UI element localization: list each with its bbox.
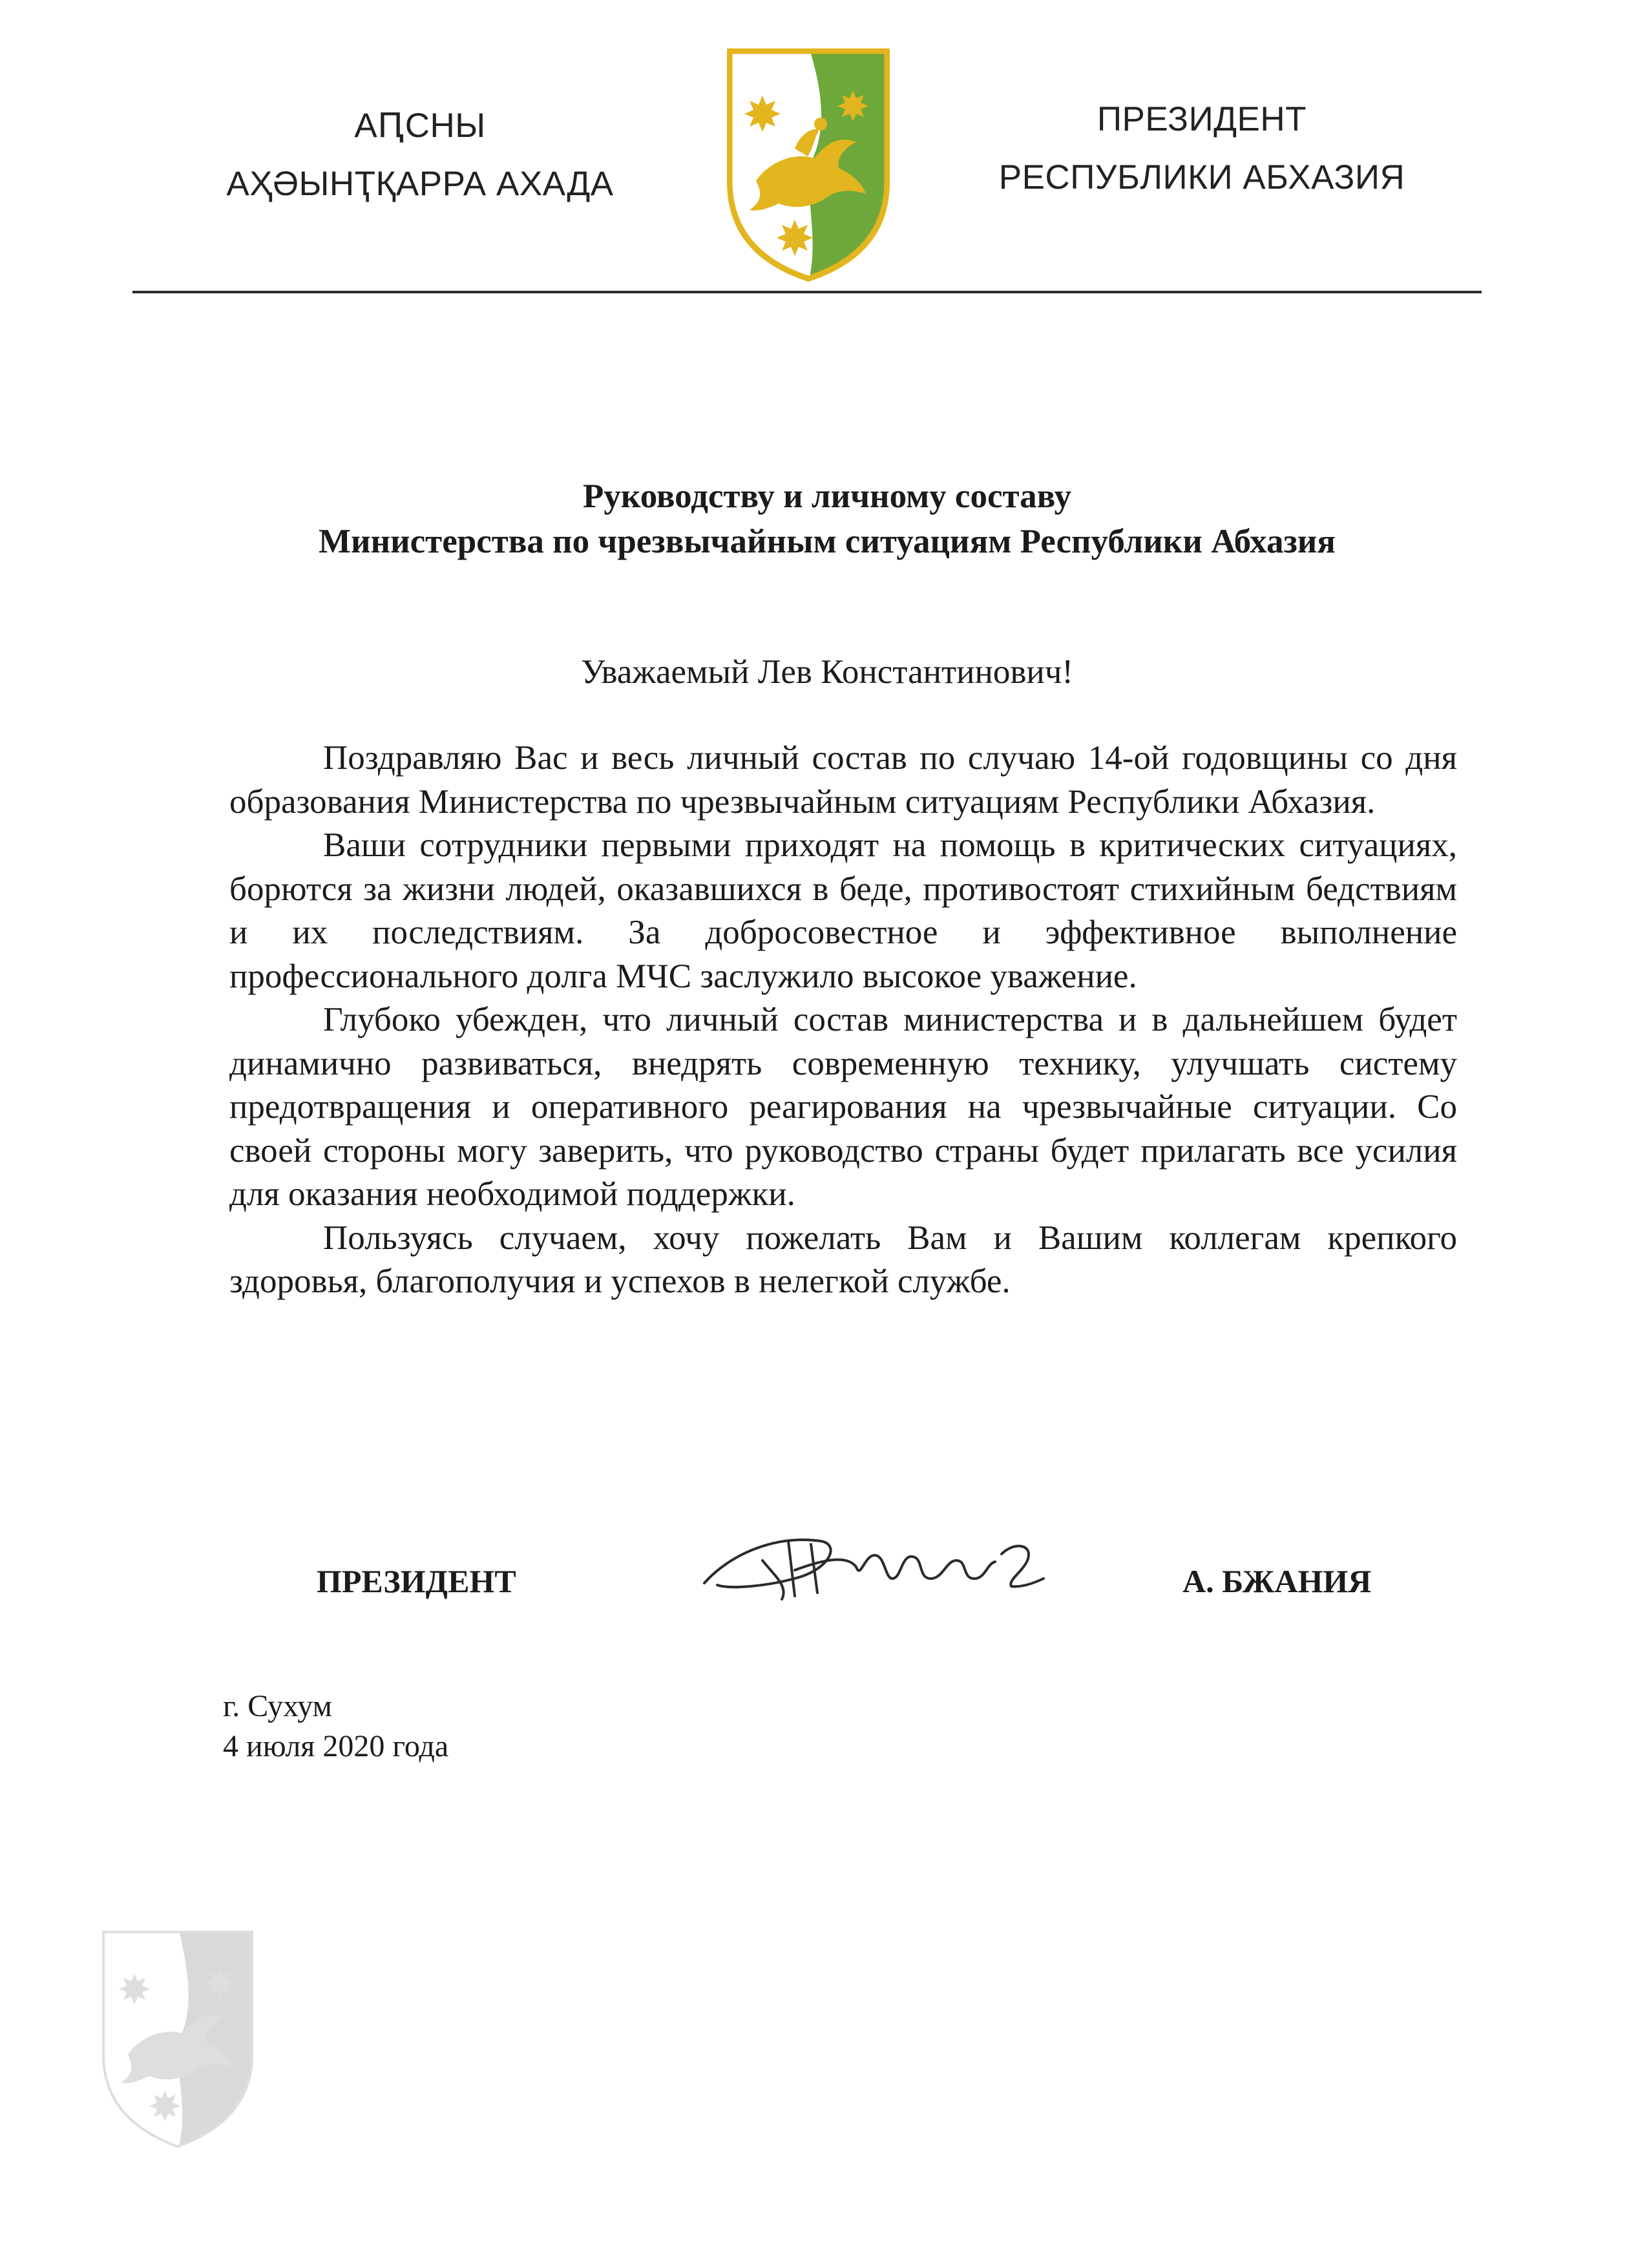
letterhead-right-line2: РЕСПУБЛИКИ АБХАЗИЯ — [998, 158, 1405, 196]
body-paragraph-3: Глубоко убежден, что личный состав министерства и в дальнейшем будет динамично развиваться, внедрять современную технику, улучшать систему предотвращения и оперативного реагирования на чрезвычайные ситуации. Со своей стороны могу заверить, что руководство страны будет прилагать все усилия для оказания необходимой поддержки. — [229, 1001, 1457, 1213]
body-paragraph-1: Поздравляю Вас и весь личный состав по случаю 14-ой годовщины со дня образования Министерства по чрезвычайным ситуациям Республики Абхазия. — [229, 739, 1457, 821]
watermark-emblem-icon — [97, 1926, 258, 2152]
body-paragraph-2: Ваши сотрудники первыми приходят на помощь в критических ситуациях, борются за жизни людей, оказавшихся в беде, противостоят стихийным бедствиям и их последствиям. За добросовестное и эффективное выполнение профессионального долга МЧС заслужило высокое уважение. — [229, 826, 1457, 995]
letter-body — [229, 737, 1457, 1304]
signature-icon — [691, 1515, 1053, 1612]
letterhead-right-line1: ПРЕЗИДЕНТ — [1097, 100, 1307, 138]
date-of-issue: 4 июля 2020 года — [223, 1729, 449, 1763]
addressee-line1: Руководству и личному составу — [583, 478, 1071, 515]
coat-of-arms-icon — [724, 45, 893, 283]
body-paragraph-4: Пользуясь случаем, хочу пожелать Вам и Вашим коллегам крепкого здоровья, благополучия и успехов в нелегкой службе. — [229, 1219, 1457, 1300]
letterhead-right — [924, 90, 1480, 207]
letterhead-left-line2: АҲӘЫНҬҚАРРА АХАДА — [226, 165, 614, 203]
signatory-name: А. БЖАНИЯ — [1182, 1563, 1372, 1599]
letterhead-left-line1: АԤСНЫ — [354, 107, 486, 145]
letterhead-left — [162, 97, 678, 213]
place-of-issue: г. Сухум — [223, 1689, 333, 1723]
salutation: Уважаемый Лев Константинович! — [580, 653, 1074, 691]
letterhead-divider — [132, 291, 1482, 293]
signatory-title: ПРЕЗИДЕНТ — [317, 1563, 516, 1599]
addressee-line2: Министерства по чрезвычайным ситуациям Республики Абхазия — [319, 523, 1336, 560]
